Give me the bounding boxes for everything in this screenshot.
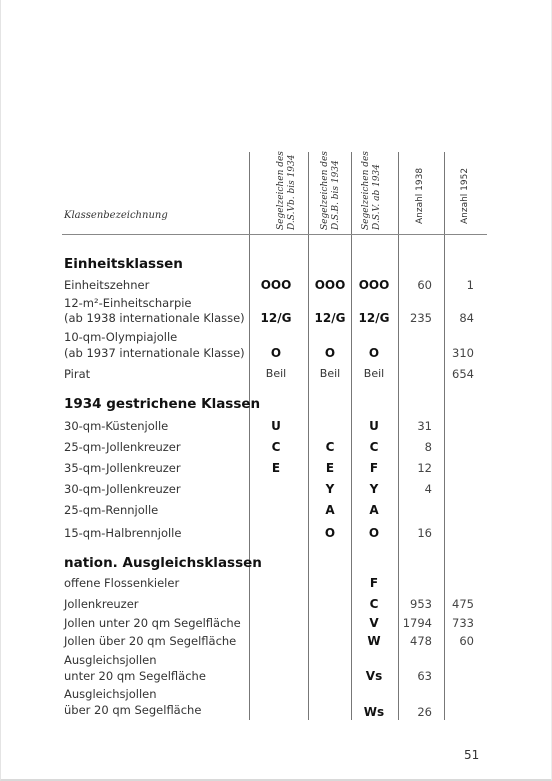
- header-col-anzahl-1952-text: Anzahl 1952: [460, 167, 470, 224]
- header-col-dsv: [361, 151, 383, 230]
- row-name: Pirat: [64, 367, 91, 381]
- row-count-1938: 4: [424, 482, 432, 496]
- row-name: 12-m²-Einheitscharpie: [64, 296, 192, 310]
- section-title-einheitsklassen: Einheitsklassen: [64, 256, 183, 272]
- row-mark-dsv: A: [369, 503, 379, 517]
- row-count-1938: 16: [417, 526, 432, 540]
- row-mark-dsb: Y: [325, 482, 335, 496]
- row-mark-dsv: C: [369, 597, 379, 611]
- row-mark-dsb: OOO: [314, 278, 346, 292]
- row-count-1938: 8: [424, 440, 432, 454]
- row-name-detail: über 20 qm Segelfläche: [64, 703, 202, 717]
- row-count-1938: 26: [417, 705, 432, 719]
- row-name: Einheitszehner: [64, 278, 150, 292]
- row-count-1938: 12: [417, 461, 432, 475]
- row-mark-dsvb: Beil: [265, 367, 287, 380]
- header-col-dsb: [320, 151, 342, 230]
- row-count-1952: 84: [459, 311, 474, 325]
- header-col-anzahl-1938: [415, 168, 426, 224]
- row-name: offene Flossenkieler: [64, 576, 180, 590]
- row-mark-dsv: W: [367, 634, 381, 648]
- row-mark-dsv: OOO: [358, 278, 390, 292]
- header-col-dsvb-line1: Segelzeichen des: [276, 151, 286, 230]
- row-mark-dsb: A: [325, 503, 335, 517]
- row-mark-dsb: C: [325, 440, 335, 454]
- row-count-1952: 1: [466, 278, 474, 292]
- row-name: 25-qm-Rennjolle: [64, 503, 159, 517]
- row-mark-dsb: 12/G: [314, 311, 346, 325]
- row-mark-dsv: U: [369, 419, 379, 433]
- row-mark-dsv: Beil: [363, 367, 385, 380]
- row-count-1952: 60: [459, 634, 474, 648]
- row-name: Ausgleichsjollen: [64, 687, 157, 701]
- row-name: Ausgleichsjollen: [64, 653, 157, 667]
- header-col-dsb-line1: Segelzeichen des: [320, 151, 330, 230]
- header-col-dsvb: [276, 151, 298, 230]
- row-mark-dsvb: OOO: [260, 278, 292, 292]
- row-mark-dsv: V: [369, 616, 379, 630]
- row-mark-dsv: O: [368, 526, 380, 540]
- row-mark-dsv: F: [369, 576, 379, 590]
- row-name: Jollenkreuzer: [64, 597, 139, 611]
- row-mark-dsvb: C: [271, 440, 281, 454]
- row-mark-dsvb: E: [271, 461, 281, 475]
- header-rule: [62, 234, 487, 235]
- row-count-1938: 31: [417, 419, 432, 433]
- row-mark-dsvb: 12/G: [260, 311, 292, 325]
- row-count-1952: 654: [452, 367, 474, 381]
- row-mark-dsvb: U: [271, 419, 281, 433]
- header-col-dsv-line2: D.S.V. ab 1934: [372, 163, 382, 230]
- row-mark-dsv: F: [369, 461, 379, 475]
- row-name: 30-qm-Jollenkreuzer: [64, 482, 181, 496]
- row-name: 30-qm-Küstenjolle: [64, 419, 169, 433]
- row-name: Jollen unter 20 qm Segelfläche: [64, 616, 241, 630]
- row-count-1952: 475: [452, 597, 474, 611]
- header-col-dsb-line2: D.S.B. bis 1934: [331, 160, 341, 230]
- row-mark-dsv: C: [369, 440, 379, 454]
- section-title-ausgleichsklassen: nation. Ausgleichsklassen: [64, 555, 262, 571]
- row-count-1938: 478: [410, 634, 432, 648]
- row-mark-dsv: Ws: [363, 705, 385, 719]
- row-count-1938: 60: [417, 278, 432, 292]
- row-count-1938: 63: [417, 669, 432, 683]
- row-mark-dsv: Y: [369, 482, 379, 496]
- header-col-dsv-line1: Segelzeichen des: [361, 151, 371, 230]
- row-name: 35-qm-Jollenkreuzer: [64, 461, 181, 475]
- row-count-1938: 953: [410, 597, 432, 611]
- header-col-dsvb-line2: D.S.Vb. bis 1934: [287, 154, 297, 230]
- page-number: 51: [464, 748, 480, 762]
- section-title-gestrichene-klassen: 1934 gestrichene Klassen: [64, 396, 261, 412]
- row-name-detail: (ab 1938 internationale Klasse): [64, 311, 245, 325]
- row-mark-dsv: O: [368, 346, 380, 360]
- row-count-1938: 235: [410, 311, 432, 325]
- column-divider-1: [249, 152, 250, 720]
- row-name: 10-qm-Olympiajolle: [64, 330, 178, 344]
- row-mark-dsvb: O: [270, 346, 282, 360]
- header-col-anzahl-1952: [460, 168, 471, 224]
- row-count-1952: 310: [452, 346, 474, 360]
- header-class-label: Klassenbezeichnung: [64, 210, 168, 221]
- row-mark-dsb: E: [325, 461, 335, 475]
- row-name: Jollen über 20 qm Segelfläche: [64, 634, 237, 648]
- row-name-detail: (ab 1937 internationale Klasse): [64, 346, 245, 360]
- row-mark-dsb: O: [324, 346, 336, 360]
- row-count-1938: 1794: [402, 616, 432, 630]
- row-name: 25-qm-Jollenkreuzer: [64, 440, 181, 454]
- row-mark-dsv: 12/G: [358, 311, 390, 325]
- row-mark-dsv: Vs: [365, 669, 383, 683]
- row-name: 15-qm-Halbrennjolle: [64, 526, 182, 540]
- row-mark-dsb: O: [324, 526, 336, 540]
- row-name-detail: unter 20 qm Segelfläche: [64, 669, 206, 683]
- row-mark-dsb: Beil: [319, 367, 341, 380]
- column-divider-2: [308, 152, 309, 720]
- header-col-anzahl-1938-text: Anzahl 1938: [415, 167, 425, 224]
- row-count-1952: 733: [452, 616, 474, 630]
